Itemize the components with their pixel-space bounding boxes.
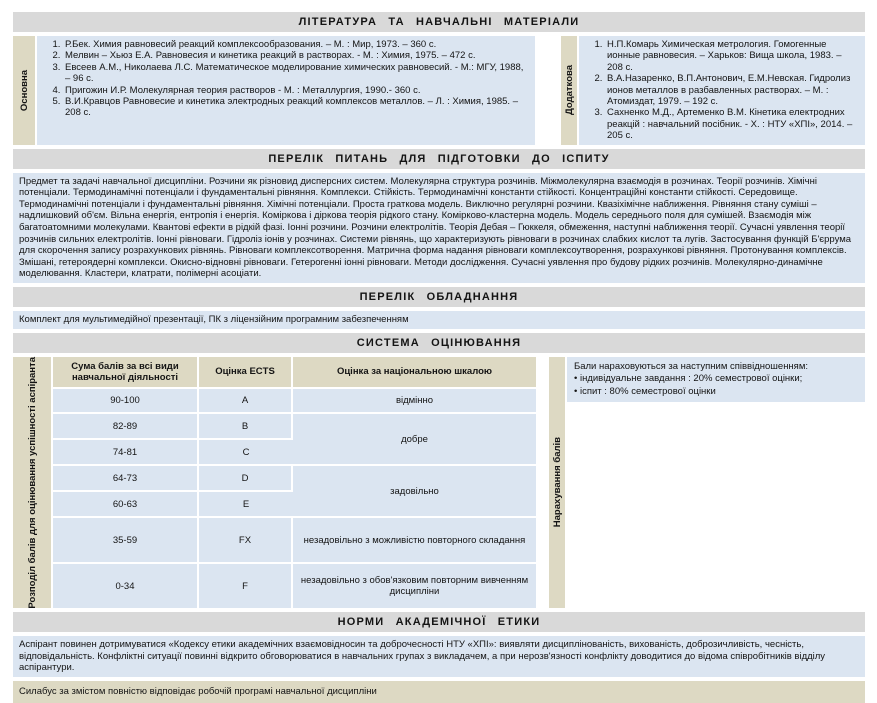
ects-cell: D xyxy=(199,466,293,490)
national-cell: незадовільно з можливістю повторного складання xyxy=(293,518,536,562)
list-item: 5. В.И.Кравцов Равновесие и кинетика электродных реакций комплексов металлов. – Л. : Химия, 1985. – 208 с. xyxy=(63,96,529,119)
section-title: НОРМИ АКАДЕМІЧНОЇ ЕТИКИ xyxy=(337,616,541,629)
section-header-literature xyxy=(13,12,865,32)
score-cell: 82-89 xyxy=(53,414,199,438)
national-cell: незадовільно з обов'язковим повторним вивченням дисципліни xyxy=(293,564,536,608)
literature-additional-label xyxy=(561,36,577,145)
section-title: ПЕРЕЛІК ПИТАНЬ ДЛЯ ПІДГОТОВКИ ДО ІСПИТУ xyxy=(268,152,610,165)
literature-additional-list xyxy=(579,39,859,142)
literature-additional-block xyxy=(579,36,865,145)
section-title: ЛІТЕРАТУРА ТА НАВЧАЛЬНІ МАТЕРІАЛИ xyxy=(298,16,580,28)
literature-main-block xyxy=(37,36,535,145)
list-item: 1. Р.Бек. Химия равновесий реакций комплексообразования. – М. : Мир, 1973. – 360 с. xyxy=(63,39,529,50)
vertical-label-text: Основна xyxy=(18,69,30,111)
grading-table xyxy=(53,355,536,611)
grading-distribution-label xyxy=(13,357,51,609)
list-item: 4. Пригожин И.Р. Молекулярная теория растворов - М. : Металлургия, 1990.- 360 с. xyxy=(63,85,529,96)
column-header-ects: Оцінка ECTS xyxy=(199,357,293,387)
national-cell: добре xyxy=(293,414,536,464)
table-row xyxy=(53,466,536,490)
score-cell: 90-100 xyxy=(53,389,199,413)
grading-section xyxy=(13,357,865,609)
syllabus-compliance-note: Силабус за змістом повністю відповідає робочій програмі навчальної дисципліни xyxy=(13,681,865,703)
table-row xyxy=(53,564,536,608)
equipment-text: Комплект для мультимедійної презентації, ПК з ліцензійним програмним забезпеченням xyxy=(13,311,865,329)
table-row xyxy=(53,389,536,413)
list-item: 3. Евсеев А.М., Николаева Л.С. Математическое моделирование химических равновесий. - М.: МГУ, 1988, – 96 с. xyxy=(63,62,529,85)
allocation-intro: Бали нараховуються за наступним співвідношенням: xyxy=(574,360,808,372)
exam-questions-text: Предмет та задачі навчальної дисципліни. Розчини як різновид дисперсних систем. Молекулярна структура розчинів. Міжмолекулярна взаємодія в розчинах. Теорії розчинів. Хімічні потенціали. Термодинамічні потенціали і фундаментальні рівняння. Комплекси. Стійкість. Термодинамічні константи стійкості. Концентраційні константи стійкості. Середовище. Термодинамічні потенціали і фундаментальні рівняння. Хімічні потенціали. Проста граткова модель. Виключно регулярні розчини. Квазіхімічне наближення. Рівняння стану суміші – надлишковий об'єм. Вільна енергія, ентропія і енергія. Коміркова і діркова теорія рідкого стану. Комірково-кластерна модель. Модель середнього поля для сумішей. Взаємодія між багатоатомними молекулами. Квантові ефекти в рідкій фазі. Іонні розчини. Розчини електролітів. Теорія Дебая – Гюккеля, обмеження, наступні наближення теорії. Сучасні уявлення теорії розчинів сильних електролітів. Іонні рівноваги. Гідроліз іонів у розчинах. Системи рівнянь, що характеризують рівноваги в розчинах слабких кислот та лугів. Застосування функцій Б'єррума для скорочення запису розрахункових рівнянь. Рівноваги комплексотворення. Матрична форма надання рівноваги комплексоутворення, розрахункові рівняння. Протонування комплексів. Змішані, гетероядерні комплекси. Окисно-відновні рівноваги. Гетерогенні іонні рівноваги. Методи дослідження. Сучасні уявлення про будову рідких розчинів. Молекулярно-динамічне моделювання. Кластери, клатрати, полімерні асоціати. xyxy=(13,173,865,283)
literature-main-list xyxy=(37,39,529,119)
points-allocation-column xyxy=(567,357,865,609)
literature-main-group xyxy=(13,36,535,145)
ects-cell: A xyxy=(199,389,293,413)
table-header-row xyxy=(53,357,536,387)
section-title: СИСТЕМА ОЦІНЮВАННЯ xyxy=(356,336,522,349)
vertical-label-text: Нарахування балів xyxy=(551,437,563,528)
section-header-ethics xyxy=(13,612,865,632)
literature-main-label xyxy=(13,36,35,145)
list-item: 2. Мелвин – Хьюз Е.А. Равновесия и кинетика реакций в растворах. - М. : Химия, 1975. – 472 с. xyxy=(63,50,529,61)
allocation-item: • іспит : 80% семестрової оцінки xyxy=(574,385,716,397)
score-cell: 60-63 xyxy=(53,492,199,516)
section-header-equipment xyxy=(13,287,865,307)
ects-cell: FX xyxy=(199,518,293,562)
list-item: 1. Н.П.Комарь Химическая метрология. Гомогенные ионные равновесия. – Харьков: Вища школа, 1983. – 208 с. xyxy=(605,39,859,73)
score-cell: 0-34 xyxy=(53,564,199,608)
literature-additional-group xyxy=(561,36,865,145)
points-allocation-group xyxy=(549,357,865,609)
column-header-score: Сума балів за всі види навчальної діяльності xyxy=(53,357,199,387)
allocation-item: • індивідуальне завдання : 20% семестрової оцінки; xyxy=(574,373,803,385)
score-cell: 64-73 xyxy=(53,466,199,490)
list-item: 2. В.А.Назаренко, В.П.Антонович, Е.М.Невская. Гидролиз ионов металлов в разбавленных растворах. – М. : Атомиздат, 1979. – 192 с. xyxy=(605,73,859,107)
ects-cell: F xyxy=(199,564,293,608)
points-allocation-block xyxy=(567,357,865,403)
section-header-grading xyxy=(13,333,865,353)
list-item: 3. Сахненко М.Д., Артеменко В.М. Кінетика електродних реакцій : навчальний посібник. - Х. : НТУ «ХПІ», 2014. – 205 с. xyxy=(605,107,859,141)
ethics-text: Аспірант повинен дотримуватися «Кодексу етики академічних взаємовідносин та доброчесності НТУ «ХПІ»: виявляти дисциплінованість, вихованість, доброзичливість, чесність, відповідальність. Конфліктні ситуації повинні відкрито обговорюватися в навчальних групах з викладачем, а при нерозв'язності конфлікту доводитися до відома співробітників відділу аспірантури. xyxy=(13,636,865,677)
national-cell: задовільно xyxy=(293,466,536,516)
table-row xyxy=(53,414,536,438)
ects-cell: E xyxy=(199,492,293,516)
column-header-national: Оцінка за національною шкалою xyxy=(293,357,536,387)
literature-section xyxy=(13,36,865,145)
section-title: ПЕРЕЛІК ОБЛАДНАННЯ xyxy=(359,291,519,303)
national-cell: відмінно xyxy=(293,389,536,413)
vertical-label-text: Розподіл балів для оцінювання успішності аспіранта xyxy=(26,356,38,609)
vertical-label-text: Додаткова xyxy=(563,65,575,116)
score-cell: 35-59 xyxy=(53,518,199,562)
ects-cell: C xyxy=(199,440,293,464)
score-cell: 74-81 xyxy=(53,440,199,464)
table-row xyxy=(53,518,536,562)
points-allocation-label xyxy=(549,357,565,609)
ects-cell: B xyxy=(199,414,293,438)
section-header-exam-questions xyxy=(13,149,865,169)
